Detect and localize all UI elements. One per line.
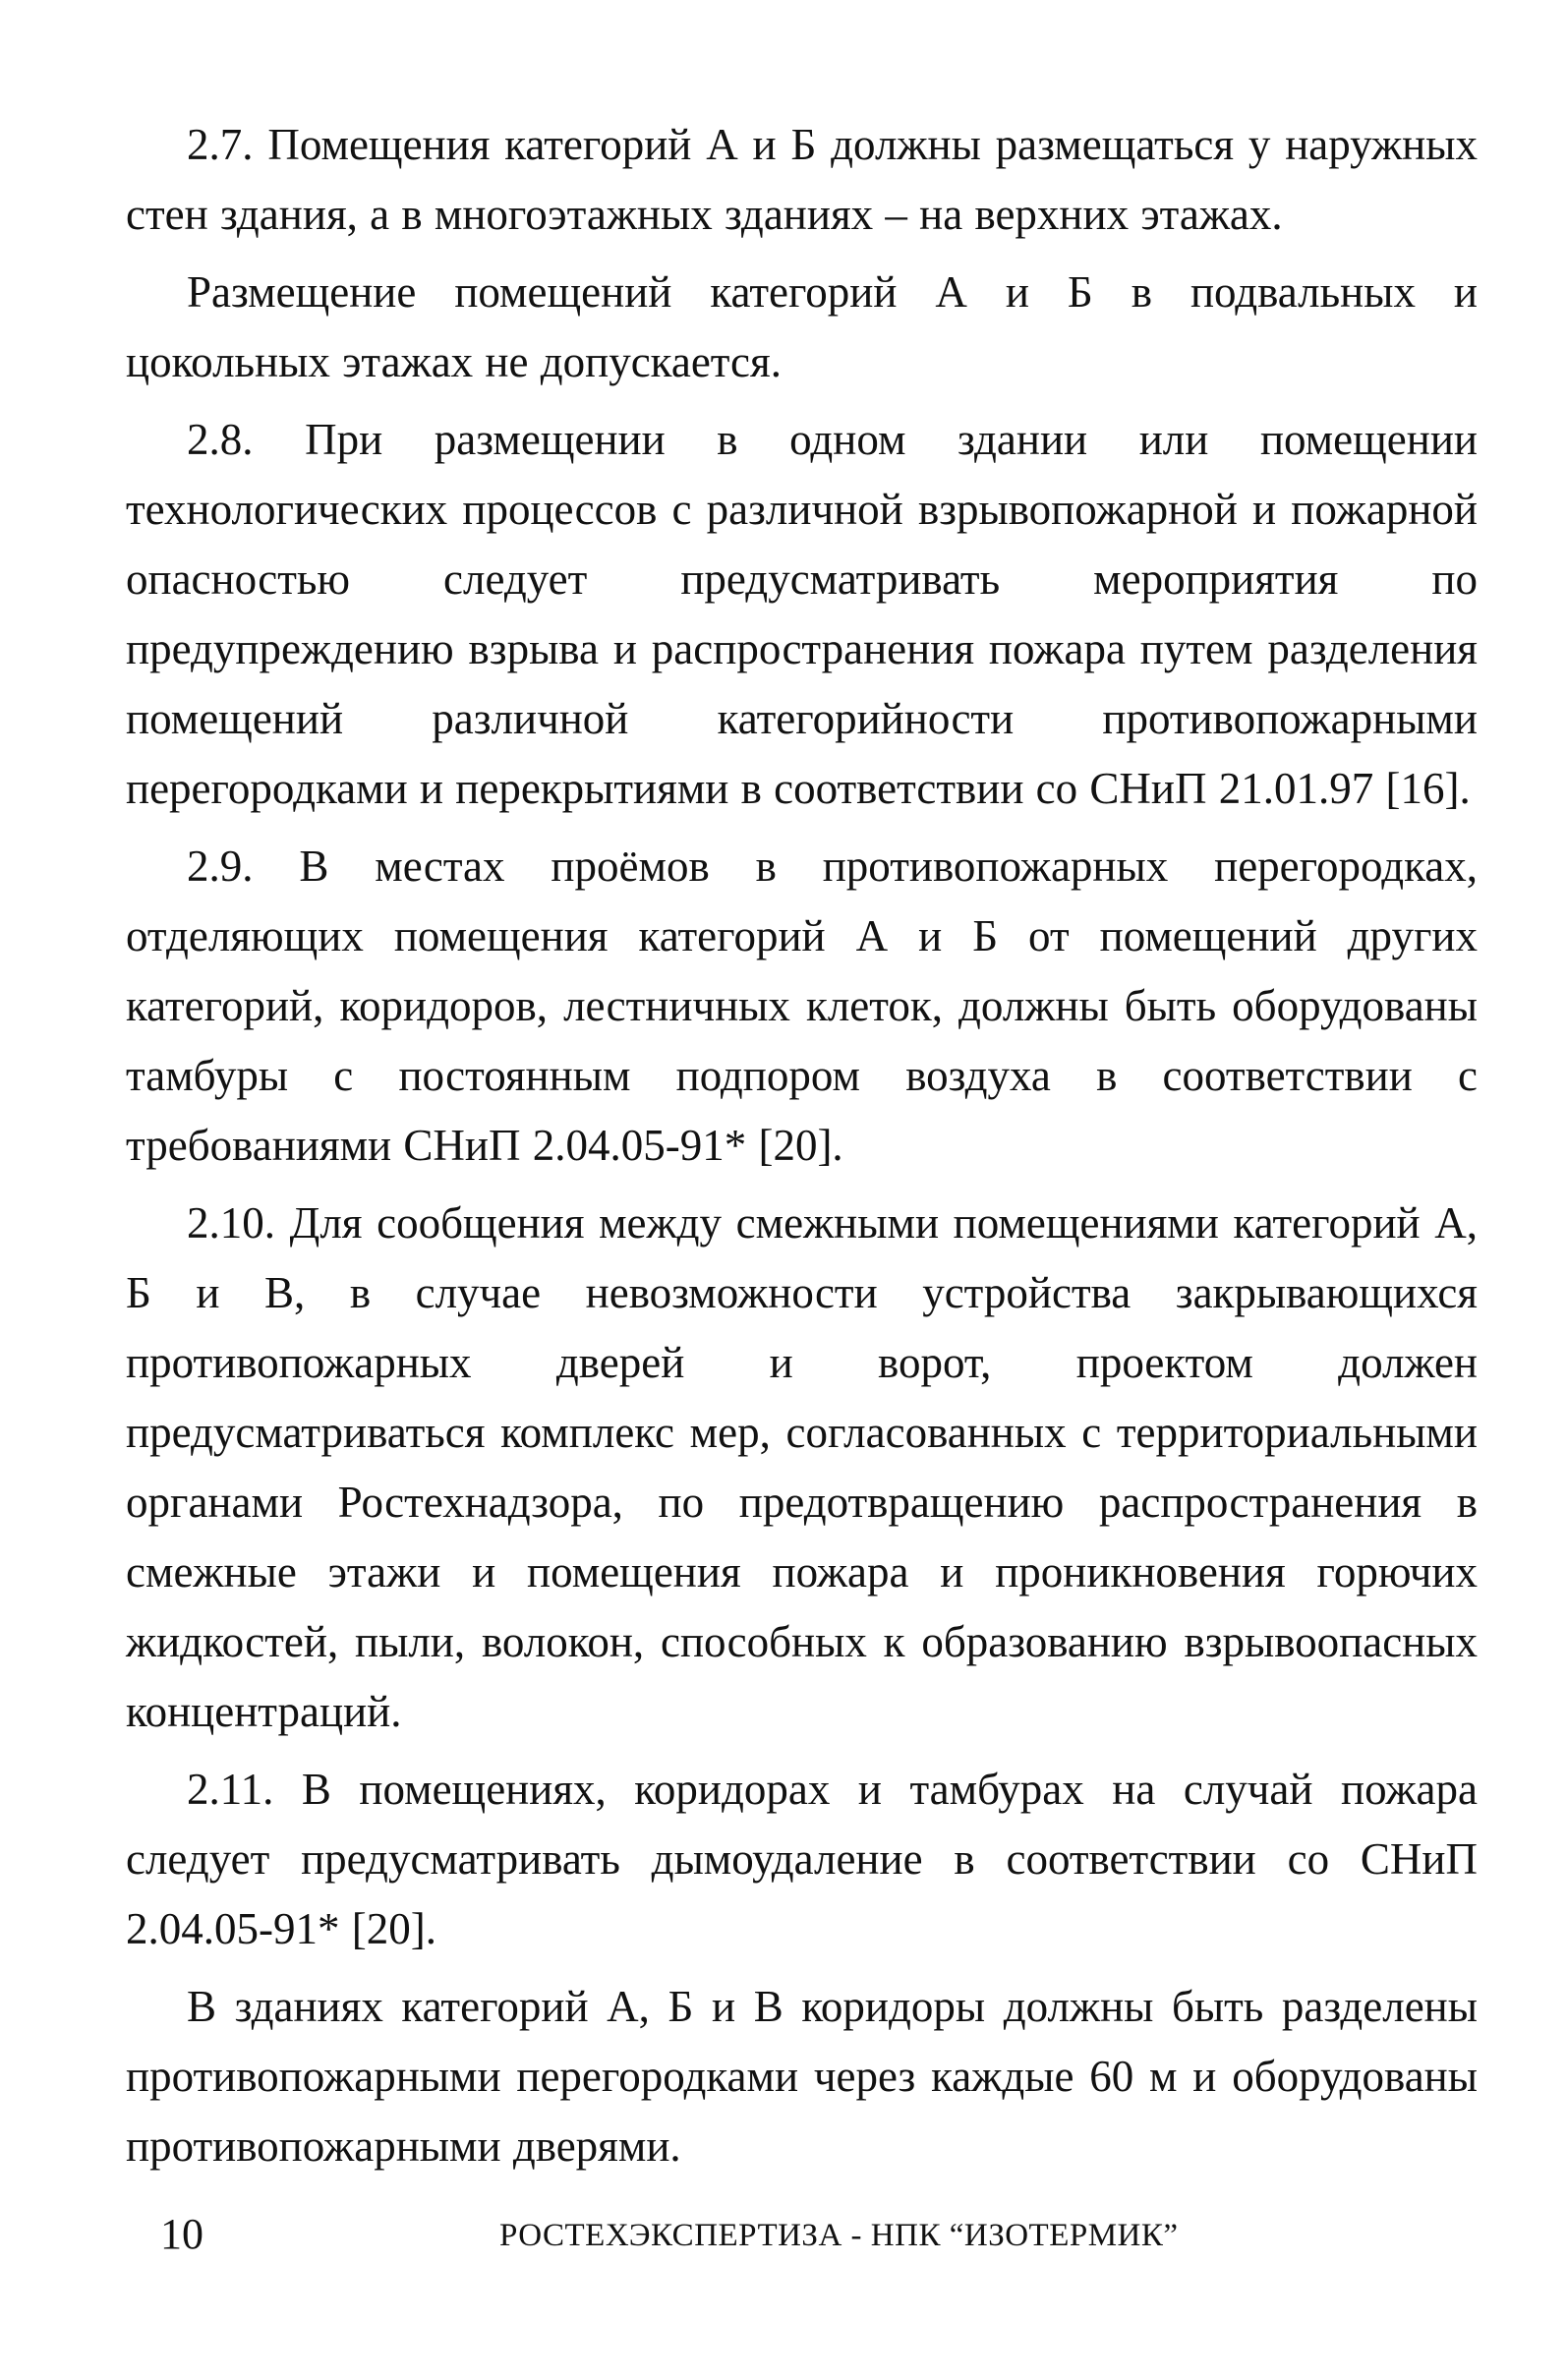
paragraph-2-9: 2.9. В местах проёмов в противопожарных перегородках, отделяющих помещения категорий А и Б от помещений других категорий, коридоров, лестничных клеток, должны быть оборудованы тамбуры с постоянным подпором воздуха в соответствии с требованиями СНиП 2.04.05-91* [20]. [126, 842, 1478, 1170]
paragraph-2-8: 2.8. При размещении в одном здании или помещении технологических процессов с различной взрывопожарной и пожарной опасностью следует предусматривать мероприятия по предупреждению взрыва и распространения пожара путем разделения помещений различной категорийности противопожарными перегородками и перекрытиями в соответствии со СНиП 21.01.97 [16]. [126, 415, 1478, 813]
page-number: 10 [160, 2210, 203, 2258]
paragraph-2-10: 2.10. Для сообщения между смежными помещениями категорий А, Б и В, в случае невозможности устройства закрывающихся противопожарных дверей и ворот, проектом должен предусматриваться комплекс мер, согласованных с территориальными органами Ростехнадзора, по предотвращению распространения в смежные этажи и помещения пожара и проникновения горючих жидкостей, пыли, волокон, способных к образованию взрывоопасных концентраций. [126, 1198, 1478, 1736]
publisher-name: РОСТЕХЭКСПЕРТИЗА - НПК “ИЗОТЕРМИК” [499, 2218, 1179, 2253]
paragraph-2-11-continued: В зданиях категорий А, Б и В коридоры должны быть разделены противопожарными перегородками через каждые 60 м и оборудованы противопожарными дверями. [126, 1982, 1478, 2171]
paragraph-2-7: 2.7. Помещения категорий А и Б должны размещаться у наружных стен здания, а в многоэтажных зданиях – на верхних этажах. [126, 120, 1478, 239]
paragraph-2-11: 2.11. В помещениях, коридорах и тамбурах на случай пожара следует предусматривать дымоудаление в соответствии со СНиП 2.04.05-91* [20]. [126, 1765, 1478, 1953]
paragraph-2-7-continued: Размещение помещений категорий А и Б в подвальных и цокольных этажах не допускается. [126, 267, 1478, 386]
body-text [126, 110, 1478, 2181]
